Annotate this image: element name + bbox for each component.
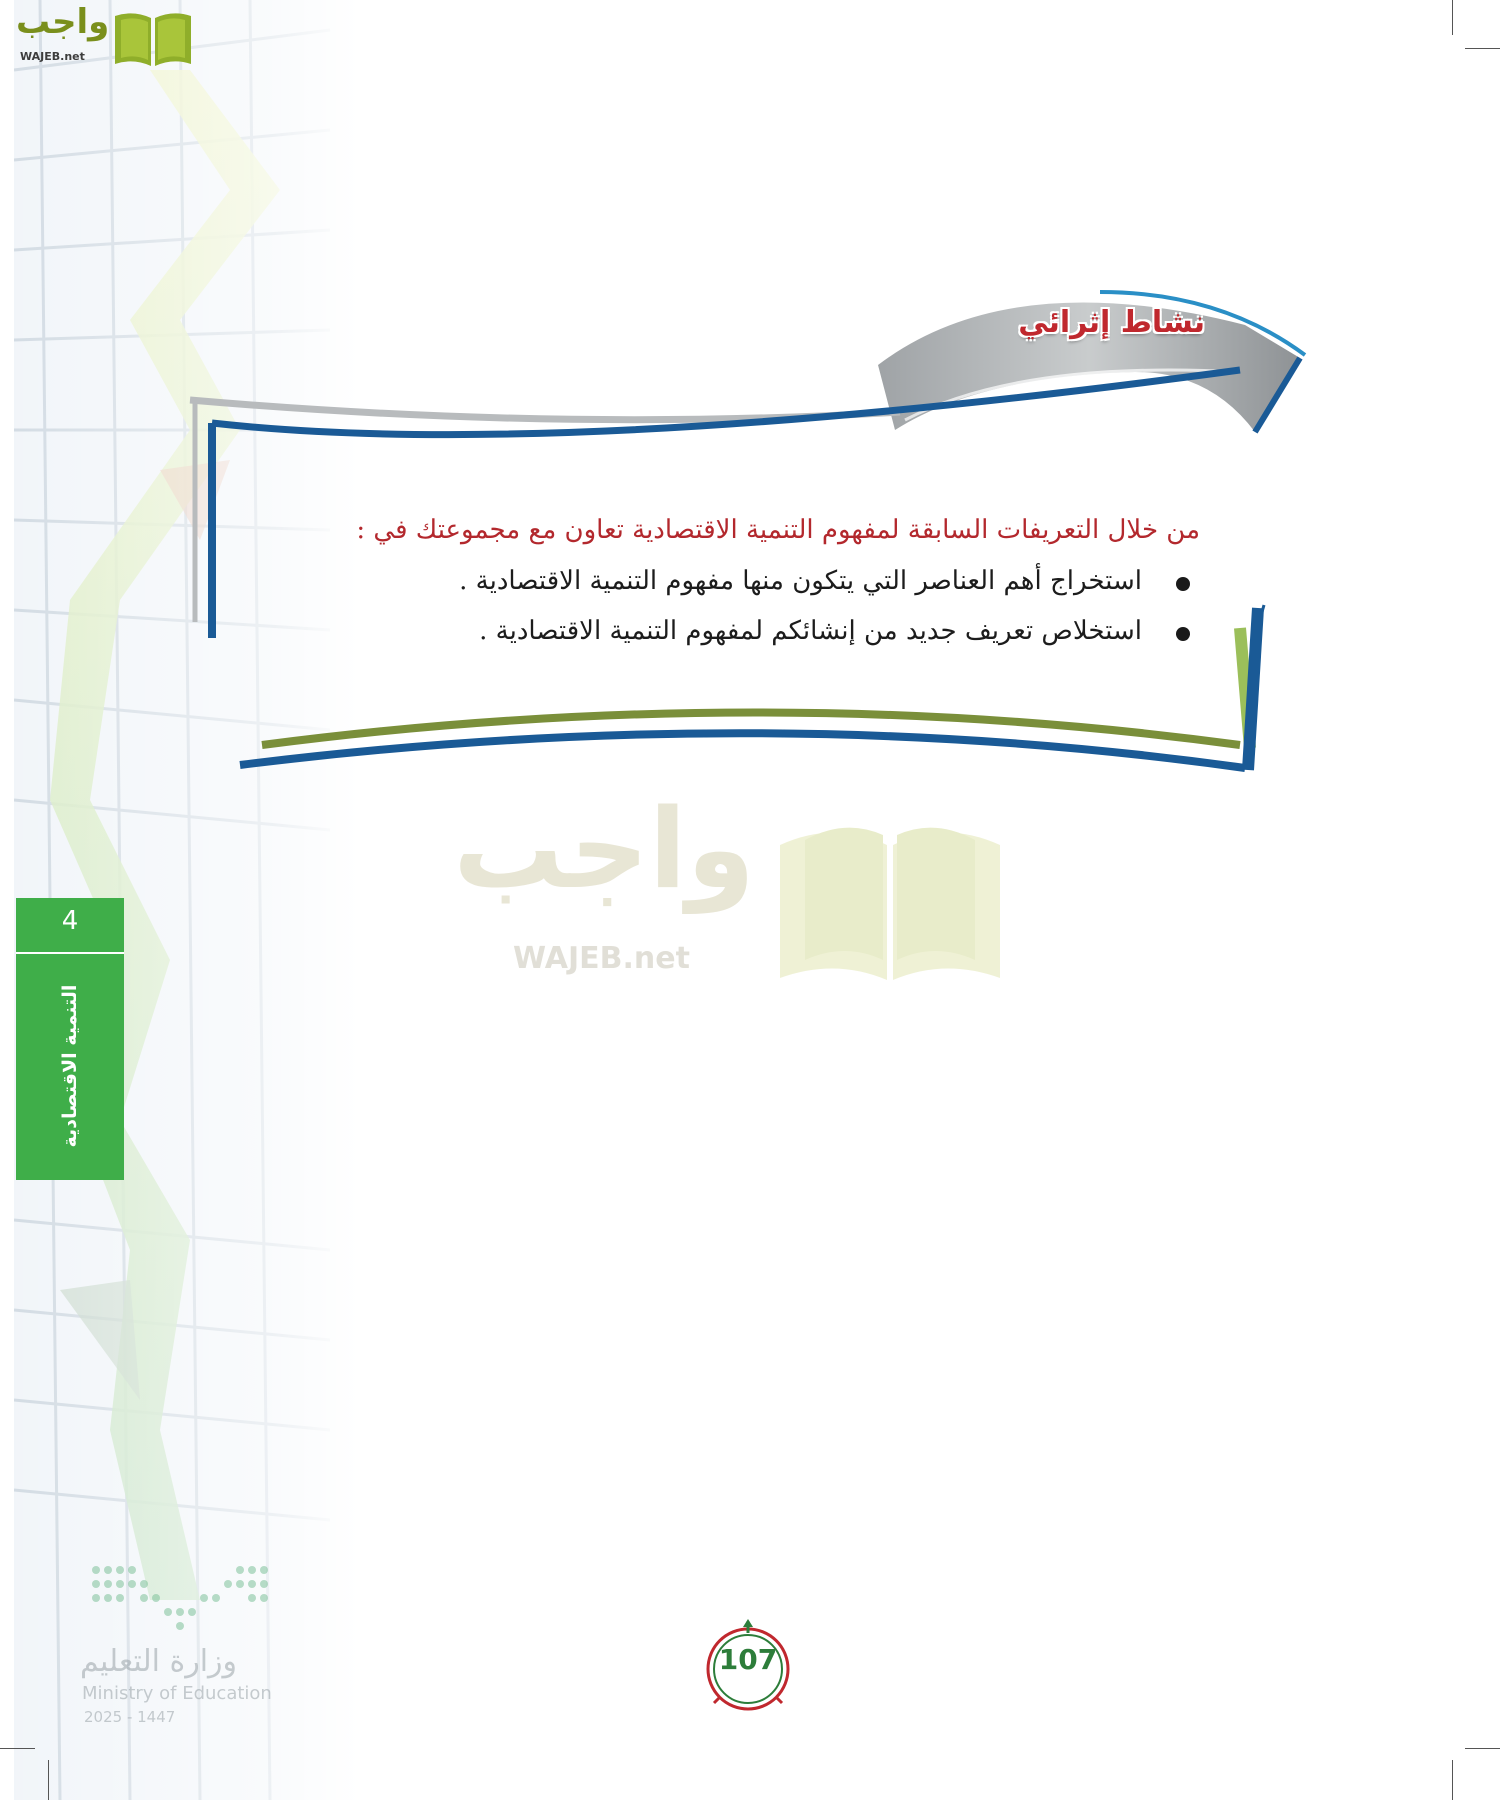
watermark-arabic-text: واجب <box>453 785 755 913</box>
crop-mark <box>1465 1748 1500 1749</box>
logo-arabic-text: واجب <box>16 2 110 42</box>
logo-latin-text: WAJEB.net <box>20 50 85 63</box>
chapter-divider <box>16 952 124 954</box>
crop-mark <box>1465 48 1500 49</box>
crop-mark <box>0 1748 35 1749</box>
ministry-arabic-name: وزارة التعليم <box>80 1644 238 1679</box>
crop-mark <box>1452 0 1453 35</box>
ministry-english-name: Ministry of Education <box>82 1683 272 1704</box>
ministry-logo <box>70 1560 370 1760</box>
crop-mark <box>1452 1760 1453 1800</box>
list-item-text: استخلاص تعريف جديد من إنشائكم لمفهوم التنمية الاقتصادية . <box>479 616 1142 646</box>
bullet-icon <box>1176 627 1190 641</box>
activity-intro: من خلال التعريفات السابقة لمفهوم التنمية الاقتصادية تعاون مع مجموعتك في : <box>356 515 1200 545</box>
bullet-icon <box>1176 577 1190 591</box>
chapter-number: 4 <box>61 906 79 936</box>
chapter-tab <box>16 898 124 1180</box>
crop-mark <box>48 1760 49 1800</box>
list-item <box>300 556 1200 606</box>
watermark-latin-text: WAJEB.net <box>513 941 690 976</box>
center-watermark <box>453 785 1005 990</box>
chapter-title: التنمية الاقتصادية <box>59 984 81 1148</box>
page-number: 107 <box>718 1643 778 1676</box>
ministry-dots-emblem <box>84 1560 284 1640</box>
wajeb-logo <box>8 4 193 70</box>
book-icon <box>113 8 193 68</box>
activity-body <box>300 510 1200 656</box>
page-number-badge <box>700 1617 796 1713</box>
list-item <box>300 606 1200 656</box>
list-item-text: استخراج أهم العناصر التي يتكون منها مفهوم التنمية الاقتصادية . <box>459 566 1142 596</box>
book-icon <box>775 810 1005 980</box>
activity-title: نشاط إثرائي <box>1018 305 1205 340</box>
activity-list <box>300 556 1200 656</box>
ministry-year: 2025 - 1447 <box>84 1708 176 1726</box>
